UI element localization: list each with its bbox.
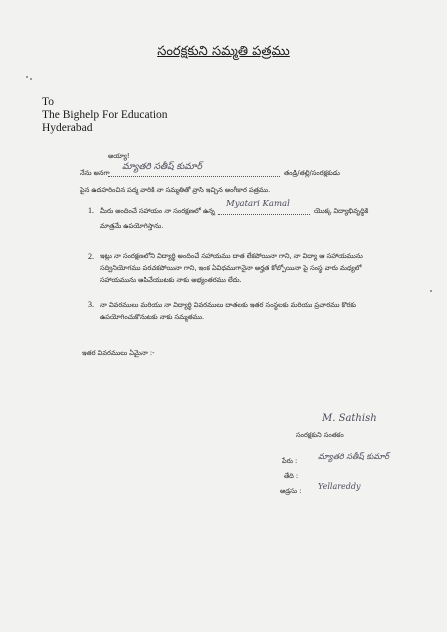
address-to: To bbox=[42, 96, 54, 108]
address-org: The Bighelp For Education bbox=[42, 109, 168, 121]
point-1-suffix: యొక్క విద్యాభివృద్ధికి bbox=[314, 207, 369, 215]
point-2-line-3: సహాయమును ఆపివేయుటకు నాకు అభ్యంతరము లేదు. bbox=[100, 276, 242, 284]
address-city: Hyderabad bbox=[42, 122, 93, 134]
intro-name-prefix: నేను అనగా bbox=[80, 169, 110, 177]
point-1-prefix: మీరు అందించే సహాయం నా సంరక్షణలో ఉన్న bbox=[100, 207, 215, 215]
intro-name-suffix: తండ్రి/తల్లి/సంరక్షకుడు bbox=[284, 169, 340, 177]
intro-line-2: పైన ఉదహరించిన పద్మ వారికి నా సమ్మతితో వ్రాసి ఇచ్చిన అంగీకార పత్రము. bbox=[80, 186, 271, 194]
point-3-number: 3. bbox=[88, 300, 94, 309]
scan-speck bbox=[26, 76, 28, 78]
guardian-signature-handwritten: M. Sathish bbox=[322, 413, 377, 424]
point-3-line-1: నా వివరములు మరియు నా విద్యార్థి వివరములు దాతలకు ఇతర సంస్థలకు మరియు ప్రచారము కొరకు bbox=[100, 301, 357, 309]
point-2-number: 2. bbox=[88, 252, 94, 261]
point-3-line-2: ఉపయోగించుకొనుటకు నాకు సమ్మతము. bbox=[100, 313, 205, 321]
salutation: అయ్యా! bbox=[108, 152, 130, 160]
guardian-name-handwritten: మ్యాతరి సతీష్ కుమార్ bbox=[122, 162, 202, 172]
field-name-label: పేరు : bbox=[282, 457, 298, 465]
student-name-handwritten: Myatari Kamal bbox=[226, 199, 290, 209]
point-2-line-1: ఇట్లు నా సంరక్షణలోని విద్యార్థి అందించే సహాయము దాత లేకపోయినా గాని, నా విద్యా ఆ సహాయమును bbox=[100, 252, 363, 260]
document-title: సంరక్షకుని సమ్మతి పత్రము bbox=[157, 44, 290, 59]
field-date-label: తేది : bbox=[284, 472, 299, 480]
field-name-value: మ్యాతరి సతీష్ కుమార్ bbox=[318, 452, 390, 461]
point-2-line-2: సద్వినియోగము పరచకపోయినా గాని, ఇంక ఏవిధముగానైనా అర్హత కోల్పోయినా పై సంస్థ వారు మధ్యలో bbox=[100, 264, 362, 272]
scan-speck bbox=[30, 78, 32, 80]
signature-label: సంరక్షకుని సంతకం bbox=[296, 431, 344, 439]
student-name-line bbox=[218, 214, 310, 215]
field-address-value: Yellareddy bbox=[318, 482, 361, 491]
guardian-name-line bbox=[108, 176, 280, 177]
other-details-label: ఇతర వివరములు ఏమైనా :- bbox=[82, 349, 155, 357]
field-address-label: అడ్రసు : bbox=[280, 487, 302, 495]
scan-speck bbox=[430, 290, 432, 292]
point-1-number: 1. bbox=[88, 206, 94, 215]
point-1-line-2: మాత్రమే ఉపయోగిస్తాను. bbox=[100, 222, 164, 230]
